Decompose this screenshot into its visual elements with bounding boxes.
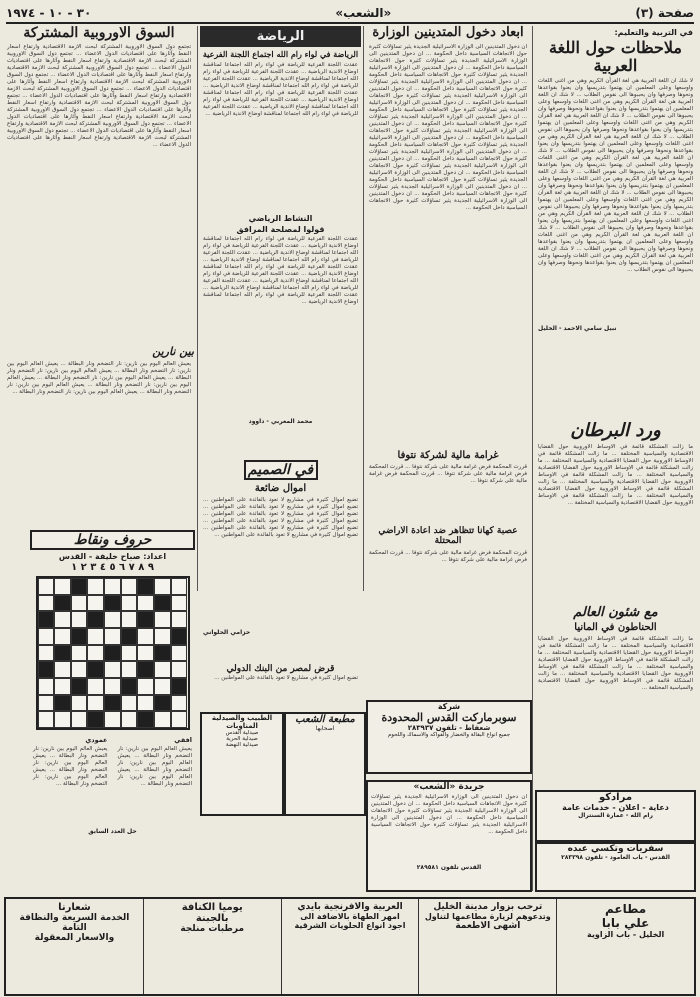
pharmacy-item: صيدلية النهضة [225, 742, 259, 748]
ad-muradco [535, 790, 696, 842]
crossword-numbers: ٩ ٨ ٧ ٦ ٥ ٤ ٣ ٢ ١ [71, 562, 154, 573]
article-sports [200, 26, 361, 466]
article-headline: ملاحظات حول اللغة العربية [549, 38, 682, 75]
ad-address: رام الله - عمارة السنترال [578, 812, 653, 819]
column-rule [197, 26, 198, 591]
pharmacy-box [200, 712, 284, 816]
ad-newspaper [366, 780, 532, 892]
header-date: ٣٠ - ١٠ - ١٩٧٤ [6, 6, 92, 20]
article-body: لا شك ان اللغة العربية هي لغة القرآن الكريم وهي من اغنى اللغات واوسعها وعلى المعلمين ان يهتموا بتدريسها وان يعنوا بقواعدها ونحوها وصرفها وان يحببوها الى نفوس الطلاب ... لا شك ان اللغة العربية هي لغة القرآن الكريم وهي من اغنى اللغات واوسعها وعلى المعلمين ان يهتموا بتدريسها وان يعنوا بقواعدها ونحوها وصرفها وان يحببوها الى نفوس الطلاب ... لا شك ان اللغة العربية هي لغة القرآن الكريم وهي من اغنى اللغات واوسعها وعلى المعلمين ان يهتموا بتدريسها وان يعنوا بقواعدها ونحوها وصرفها وان يحببوها الى نفوس الطلاب ... لا شك ان اللغة العربية هي لغة القرآن الكريم وهي من اغنى اللغات واوسعها وعلى المعلمين ان يهتموا بتدريسها وان يعنوا بقواعدها ونحوها وصرفها وان يحببوها الى نفوس الطلاب ... لا شك ان اللغة العربية هي لغة القرآن الكريم وهي من اغنى اللغات واوسعها وعلى المعلمين ان يهتموا بتدريسها وان يعنوا بقواعدها ونحوها وصرفها وان يحببوها الى نفوس الطلاب ... لا شك ان اللغة العربية هي لغة القرآن الكريم وهي من اغنى اللغات واوسعها وعلى المعلمين ان يهتموا بتدريسها وان يعنوا بقواعدها ونحوها وصرفها وان يحببوها الى نفوس الطلاب ... لا شك ان اللغة العربية هي لغة القرآن الكريم وهي من اغنى اللغات واوسعها وعلى المعلمين ان يهتموا بتدريسها وان يعنوا بقواعدها ونحوها وصرفها وان يحببوها الى نفوس الطلاب ... لا شك ان اللغة العربية هي لغة القرآن الكريم وهي من اغنى اللغات واوسعها وعلى المعلمين ان يهتموا بتدريسها وان يعنوا بقواعدها ونحوها وصرفها وان يحببوها الى نفوس الطلاب ... لا شك ان اللغة العربية هي لغة القرآن الكريم وهي من اغنى اللغات واوسعها وعلى المعلمين ان يهتموا بتدريسها وان يعنوا بقواعدها ونحوها وصرفها وان يحببوها الى نفوس الطلاب ... لا شك ان اللغة العربية هي لغة القرآن الكريم وهي من اغنى اللغات واوسعها وعلى المعلمين ان يهتموا بتدريسها وان يعنوا بقواعدها ونحوها وصرفها وان يحببوها الى نفوس الطلاب ... [538, 78, 694, 274]
clues-across-label: افقي [174, 736, 192, 744]
article-world-affairs [535, 605, 696, 775]
crossword-clues [30, 734, 195, 826]
article-between-two-fires [4, 345, 194, 525]
article-european-market [4, 26, 194, 306]
article-subheadline: النشاط الرياضي [248, 213, 313, 223]
article-body-2: عقدت اللجنة الفرعية للرياضة في لواء رام الله اجتماعا لمناقشة اوضاع الاندية الرياضية ... عقدت اللجنة الفرعية للرياضة في لواء رام الله اجتماعا لمناقشة اوضاع الاندية الرياضية ... عقدت اللجنة الفرعية للرياضة في لواء رام الله اجتماعا لمناقشة اوضاع الاندية الرياضية ... عقدت اللجنة الفرعية للرياضة في لواء رام الله اجتماعا لمناقشة اوضاع الاندية الرياضية ... عقدت اللجنة الفرعية للرياضة في لواء رام الله اجتماعا لمناقشة اوضاع الاندية الرياضية ... عقدت اللجنة الفرعية للرياضة في لواء رام الله اجتماعا لمناقشة اوضاع الاندية الرياضية ... عقدت اللجنة الفرعية للرياضة في لواء رام الله اجتماعا لمناقشة اوضاع الاندية الرياضية ... [203, 235, 359, 305]
column-fi-alsamim [200, 460, 361, 660]
article-loan-egypt [200, 665, 361, 705]
ad-cuisine: العربية والافرنجية بايدي امهر الطهاة بالاضافة الى اجود انواع الحلويات الشرقية [281, 899, 419, 994]
ad-welcome-hebron: ترحب بزوار مدينة الخليل وتدعوهم لزيارة مطاعمها لتناول اشهى الاطعمة [418, 899, 556, 994]
article-body: ما زالت المشكلة قائمة في الاوساط الاوروبية حول القضايا الاقتصادية والسياسية المختلفة ... ما زالت المشكلة قائمة في الاوساط الاوروبية حول القضايا الاقتصادية والسياسية المختلفة ... ما زالت المشكلة قائمة في الاوساط الاوروبية حول القضايا الاقتصادية والسياسية المختلفة ... ما زالت المشكلة قائمة في الاوساط الاوروبية حول القضايا الاقتصادية والسياسية المختلفة ... ما زالت المشكلة قائمة في الاوساط الاوروبية حول القضايا الاقتصادية والسياسية المختلفة ... [538, 636, 694, 691]
column-warid [535, 420, 696, 600]
pharmacy-item: صيدلية الحرية [226, 736, 258, 742]
crossword-grid [36, 576, 190, 730]
article-arabic-language [535, 26, 696, 333]
ad-title: سوبرماركت القدس المحدودة [381, 711, 517, 724]
section-logo: مع شئون العالم [573, 605, 658, 620]
column-rule [363, 26, 364, 591]
section-banner: الرياضة [200, 26, 361, 47]
article-body: عقدت اللجنة الفرعية للرياضة في لواء رام الله اجتماعا لمناقشة اوضاع الاندية الرياضية ... عقدت اللجنة الفرعية للرياضة في لواء رام الله اجتماعا لمناقشة اوضاع الاندية الرياضية ... عقدت اللجنة الفرعية للرياضة في لواء رام الله اجتماعا لمناقشة اوضاع الاندية الرياضية ... عقدت اللجنة الفرعية للرياضة في لواء رام الله اجتماعا لمناقشة اوضاع الاندية الرياضية ... عقدت اللجنة الفرعية للرياضة في لواء رام الله اجتماعا لمناقشة اوضاع الاندية الرياضية ... عقدت اللجنة الفرعية للرياضة في لواء رام الله اجتماعا لمناقشة اوضاع الاندية الرياضية ... [203, 61, 359, 117]
article-headline: غرامة مالية لشركة نتوفا [397, 450, 499, 461]
clues-down-label: عمودي [85, 736, 108, 744]
ad-travel [535, 842, 696, 892]
ad-restaurant-name: مطاعم علي بابا الخليل - باب الزاوية [556, 899, 694, 994]
crossword-section [30, 530, 195, 895]
crossword-solution-label: حل العدد السابق [88, 828, 137, 835]
ad-description: جميع انواع البقالة والخضار والفواكه والاسماك واللحوم [387, 732, 511, 738]
ad-kicker: شركة [437, 702, 461, 711]
header-paper: «الشعب» [335, 6, 392, 20]
article-headline: السوق الاوروبية المشتركة [23, 25, 175, 41]
article-headline: اموال ضائعة [254, 483, 307, 494]
ad-phone: شعفاط - تلفون ٢٨٣٩٣٧ [407, 724, 491, 732]
pharmacy-item: صيدلية القدس [225, 730, 259, 736]
header-page-number: صفحة (٣) [635, 6, 694, 20]
article-headline: ابعاد دخول المتدينين الوزارة [372, 25, 524, 40]
ad-subtitle: دعاية - اعلان - خدمات عامة [562, 803, 669, 812]
crossword-setter: اعداد: صباح خليفة - القدس [58, 552, 167, 561]
ad-printing-press [284, 712, 366, 816]
ad-subtitle: اصحابها [315, 725, 335, 732]
ad-body: ان دخول المتدينين الى الوزارة الاسرائيلية الجديدة يثير تساؤلات كثيرة حول الاتجاهات السياسية داخل الحكومة ... ان دخول المتدينين الى الوزارة الاسرائيلية الجديدة يثير تساؤلات كثيرة حول الاتجاهات السياسية داخل الحكومة ... ان دخول المتدينين الى الوزارة الاسرائيلية الجديدة يثير تساؤلات كثيرة حول الاتجاهات السياسية داخل الحكومة ... [371, 794, 528, 835]
article-subheadline-2: قولوا لمصلحة المرافق [236, 224, 325, 234]
pharmacy-title: الطبيب والصيدلية المناوبات [211, 714, 273, 730]
bottom-ad-row [4, 897, 696, 996]
ad-address: القدس - باب العامود - تلفون ٢٨٣٣٩٨ [561, 854, 670, 861]
ad-title: مطبعة الشعب [295, 714, 355, 725]
article-body: تضيع اموال كثيرة في مشاريع لا تعود بالفائدة على المواطنين ... [214, 674, 358, 681]
article-headline: قرض لمصر من البنك الدولي [226, 664, 335, 674]
ad-slogan: شعارنا الخدمة السريعة والنظافة التامة والاسعار المعقولة [19, 902, 130, 943]
column-body: ما زالت المشكلة قائمة في الاوساط الاوروبية حول القضايا الاقتصادية والسياسية المختلفة ... ما زالت المشكلة قائمة في الاوساط الاوروبية حول القضايا الاقتصادية والسياسية المختلفة ... ما زالت المشكلة قائمة في الاوساط الاوروبية حول القضايا الاقتصادية والسياسية المختلفة ... ما زالت المشكلة قائمة في الاوساط الاوروبية حول القضايا الاقتصادية والسياسية المختلفة ... ما زالت المشكلة قائمة في الاوساط الاوروبية حول القضايا الاقتصادية والسياسية المختلفة ... ما زالت المشكلة قائمة في الاوساط الاوروبية حول القضايا الاقتصادية والسياسية المختلفة ... [538, 444, 694, 506]
article-headline-2: عصبة كهانا تتظاهر ضد اعادة الاراضي المحتلة [378, 526, 518, 546]
clues-down: عمودي يعيش العالم اليوم بين نارين: نار التضخم ونار البطالة ... يعيش العالم اليوم بين نارين: نار التضخم ونار البطالة ... يعيش العالم اليوم بين نارين: نار التضخم ونار البطالة ... [33, 736, 108, 787]
article-body: يعيش العالم اليوم بين نارين: نار التضخم ونار البطالة ... يعيش العالم اليوم بين نارين: نار التضخم ونار البطالة ... يعيش العالم اليوم بين نارين: نار التضخم ونار البطالة ... يعيش العالم اليوم بين نارين: نار التضخم ونار البطالة ... يعيش العالم اليوم بين نارين: نار التضخم ونار البطالة ... يعيش العالم اليوم بين نارين: نار التضخم ونار البطالة ... يعيش العالم اليوم بين نارين: نار التضخم ونار البطالة ... [7, 361, 192, 395]
article-byline: حزامي الحلواني [203, 629, 251, 636]
article-byline: نبيل سامي الاحمد - الخليل [538, 325, 617, 333]
ad-title: سفريات وتكسي عبده [567, 844, 664, 854]
ad-title: جريدة «الشعب» [413, 782, 485, 792]
article-body: قررت المحكمة فرض غرامة مالية على شركة نتوفا ... قررت المحكمة فرض غرامة مالية على شركة نتوفا ... قررت المحكمة فرض غرامة مالية على شركة نتوفا ... [369, 464, 527, 484]
ad-knafeh: يوميا الكنافة بالجبنة مرطبات منلجة [143, 899, 281, 994]
page-header [6, 4, 694, 24]
crossword-title: حروف ونقاط [30, 530, 195, 550]
article-kicker: في التربية والتعليم: [614, 28, 693, 37]
article-byline: محمد المغربي - داوود [248, 417, 313, 425]
column-logo: في الصميم [244, 460, 318, 480]
article-body: تجتمع دول السوق الاوروبية المشتركة لبحث الازمة الاقتصادية وارتفاع اسعار النفط وآثارها على اقتصاديات الدول الاعضاء ... تجتمع دول السوق الاوروبية المشتركة لبحث الازمة الاقتصادية وارتفاع اسعار النفط وآثارها على اقتصاديات الدول الاعضاء ... تجتمع دول السوق الاوروبية المشتركة لبحث الازمة الاقتصادية وارتفاع اسعار النفط وآثارها على اقتصاديات الدول الاعضاء ... تجتمع دول السوق الاوروبية المشتركة لبحث الازمة الاقتصادية وارتفاع اسعار النفط وآثارها على اقتصاديات الدول الاعضاء ... تجتمع دول السوق الاوروبية المشتركة لبحث الازمة الاقتصادية وارتفاع اسعار النفط وآثارها على اقتصاديات الدول الاعضاء ... تجتمع دول السوق الاوروبية المشتركة لبحث الازمة الاقتصادية وارتفاع اسعار النفط وآثارها على اقتصاديات الدول الاعضاء ... تجتمع دول السوق الاوروبية المشتركة لبحث الازمة الاقتصادية وارتفاع اسعار النفط وآثارها على اقتصاديات الدول الاعضاء ... تجتمع دول السوق الاوروبية المشتركة لبحث الازمة الاقتصادية وارتفاع اسعار النفط وآثارها على اقتصاديات الدول الاعضاء ... تجتمع دول السوق الاوروبية المشتركة لبحث الازمة الاقتصادية وارتفاع اسعار النفط وآثارها على اقتصاديات الدول الاعضاء ... [7, 44, 192, 149]
article-headline: بين نارين [152, 345, 194, 358]
column-rule [532, 26, 533, 891]
article-religious-ministry [366, 26, 530, 446]
article-netofa-fine [366, 450, 530, 605]
article-body: ان دخول المتدينين الى الوزارة الاسرائيلية الجديدة يثير تساؤلات كثيرة حول الاتجاهات السياسية داخل الحكومة ... ان دخول المتدينين الى الوزارة الاسرائيلية الجديدة يثير تساؤلات كثيرة حول الاتجاهات السياسية داخل الحكومة ... ان دخول المتدينين الى الوزارة الاسرائيلية الجديدة يثير تساؤلات كثيرة حول الاتجاهات السياسية داخل الحكومة ... ان دخول المتدينين الى الوزارة الاسرائيلية الجديدة يثير تساؤلات كثيرة حول الاتجاهات السياسية داخل الحكومة ... ان دخول المتدينين الى الوزارة الاسرائيلية الجديدة يثير تساؤلات كثيرة حول الاتجاهات السياسية داخل الحكومة ... ان دخول المتدينين الى الوزارة الاسرائيلية الجديدة يثير تساؤلات كثيرة حول الاتجاهات السياسية داخل الحكومة ... ان دخول المتدينين الى الوزارة الاسرائيلية الجديدة يثير تساؤلات كثيرة حول الاتجاهات السياسية داخل الحكومة ... ان دخول المتدينين الى الوزارة الاسرائيلية الجديدة يثير تساؤلات كثيرة حول الاتجاهات السياسية داخل الحكومة ... ان دخول المتدينين الى الوزارة الاسرائيلية الجديدة يثير تساؤلات كثيرة حول الاتجاهات السياسية داخل الحكومة ... ان دخول المتدينين الى الوزارة الاسرائيلية الجديدة يثير تساؤلات كثيرة حول الاتجاهات السياسية داخل الحكومة ... ان دخول المتدينين الى الوزارة الاسرائيلية الجديدة يثير تساؤلات كثيرة حول الاتجاهات السياسية داخل الحكومة ... ان دخول المتدينين الى الوزارة الاسرائيلية الجديدة يثير تساؤلات كثيرة حول الاتجاهات السياسية داخل الحكومة ... ان دخول المتدينين الى الوزارة الاسرائيلية الجديدة يثير تساؤلات كثيرة حول الاتجاهات السياسية داخل الحكومة ... ان دخول المتدينين الى الوزارة الاسرائيلية الجديدة يثير تساؤلات كثيرة حول الاتجاهات السياسية داخل الحكومة ... [369, 44, 528, 212]
article-headline: الرياضة في لواء رام الله اجتماع اللجنة الفرعية [202, 49, 359, 59]
article-body-2: قررت المحكمة فرض غرامة مالية على شركة نتوفا ... قررت المحكمة فرض غرامة مالية على شركة نتوفا ... [369, 549, 527, 563]
article-headline: الحناطون في المانيا [574, 622, 657, 633]
ad-title: مرادكو [598, 792, 633, 803]
column-logo: ورد البرطان [570, 420, 661, 441]
article-body: تضيع اموال كثيرة في مشاريع لا تعود بالفائدة على المواطنين ... تضيع اموال كثيرة في مشاريع لا تعود بالفائدة على المواطنين ... تضيع اموال كثيرة في مشاريع لا تعود بالفائدة على المواطنين ... تضيع اموال كثيرة في مشاريع لا تعود بالفائدة على المواطنين ... تضيع اموال كثيرة في مشاريع لا تعود بالفائدة على المواطنين ... تضيع اموال كثيرة في مشاريع لا تعود بالفائدة على المواطنين ... [203, 497, 358, 538]
clues-across: افقي يعيش العالم اليوم بين نارين: نار التضخم ونار البطالة ... يعيش العالم اليوم بين نارين: نار التضخم ونار البطالة ... يعيش العالم اليوم بين نارين: نار التضخم ونار البطالة ... [117, 736, 193, 787]
ad-supermarket [366, 700, 532, 774]
ad-phone: القدس تلفون ٢٨٩٥٨١ [416, 864, 482, 871]
